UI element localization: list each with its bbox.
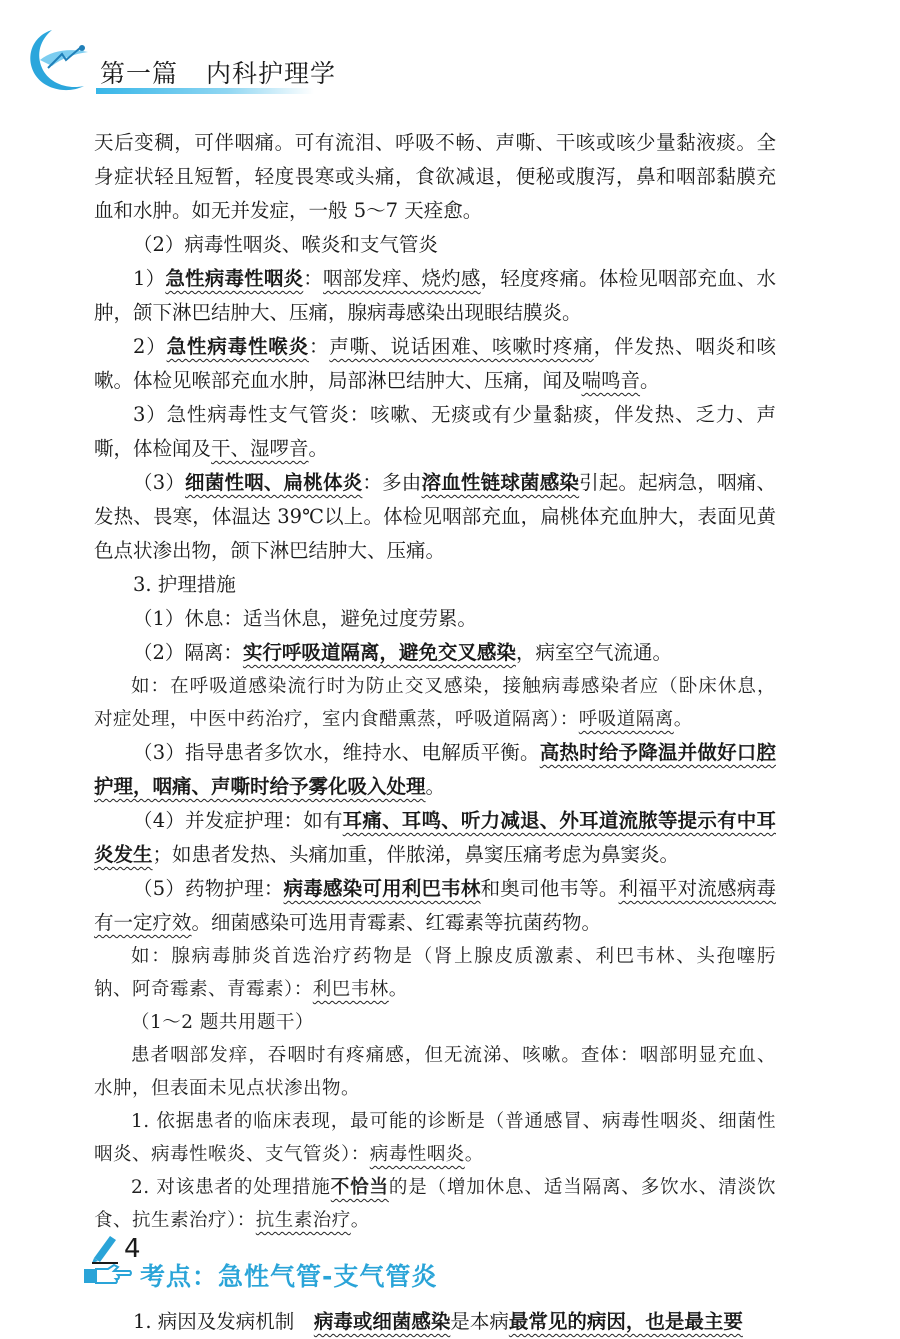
- heading-nursing-measures: 3. 护理措施: [133, 573, 236, 596]
- example-note-isolation: [94, 670, 776, 736]
- page-number: 4: [124, 1234, 141, 1264]
- item-text: （2）隔离：: [133, 641, 243, 664]
- item-text: 和奥司他韦等。: [480, 877, 619, 900]
- item-text: 引起。起病急，咽痛、发热、畏寒，体温达 39℃以上。体检见咽部充血，扁桃体充血肿大，表面见黄色点状渗出物，颌下淋巴结肿大、压痛。: [94, 471, 776, 562]
- running-title: [100, 54, 336, 90]
- item-text: 。细菌感染可选用青霉素、红霉素等抗菌药物。: [191, 911, 602, 934]
- item-number: 1）: [133, 267, 166, 290]
- item-acute-viral-pharyngitis: [94, 262, 776, 330]
- item-text: ：多由: [362, 471, 422, 494]
- subject-label: 内科护理学: [206, 59, 337, 88]
- note-answer: 利巴韦林: [312, 979, 389, 1000]
- item-text: 3）急性病毒性支气管炎：咳嗽、无痰或有少量黏痰，伴发热、乏力、声嘶，体检闻及: [94, 403, 776, 460]
- item-text: ，轻度疼痛。体检见咽部充血、水肿，颌下淋巴结肿大、压痛，腺病毒感染出现眼结膜炎。: [94, 267, 776, 324]
- key-cause: 病毒或细菌感染: [313, 1310, 451, 1333]
- key-measure: 病毒感染可用利巴韦林: [283, 877, 481, 900]
- question-emphasis: 不恰当: [330, 1177, 389, 1198]
- item-acute-viral-bronchitis: [94, 398, 776, 466]
- question-text: 2. 对该患者的处理措施: [131, 1177, 331, 1198]
- period: 。: [673, 709, 693, 730]
- question-1: [94, 1105, 776, 1171]
- item-text: （3）指导患者多饮水，维持水、电解质平衡。: [133, 741, 540, 764]
- item-number: （3）: [133, 471, 186, 494]
- term-bacterial-tonsillitis: 细菌性咽、扁桃体炎: [185, 471, 363, 494]
- page-footer: [90, 1232, 190, 1272]
- item-text: 1. 病因及发病机制: [133, 1310, 314, 1333]
- period: 。: [350, 1210, 370, 1231]
- header-rule: [96, 88, 314, 94]
- key-cause: 溶血性链球菌感染: [421, 471, 580, 494]
- page-header: [0, 0, 900, 100]
- section-title: 考点：急性气管-支气管炎: [140, 1262, 438, 1291]
- term-acute-viral-laryngitis: 急性病毒性喉炎: [166, 335, 309, 358]
- question-stem: 患者咽部发痒，吞咽时有疼痛感，但无流涕、咳嗽。查体：咽部明显充血、水肿，但表面未见点状渗出物。: [94, 1045, 776, 1099]
- question-2: [94, 1171, 776, 1237]
- colon: ：: [308, 335, 330, 358]
- period: 。: [425, 775, 446, 798]
- period: 。: [308, 437, 329, 460]
- item-acute-viral-laryngitis: [94, 330, 776, 398]
- colon: ：: [303, 267, 323, 290]
- item-text: ，伴发热、咽炎和咳嗽。体检见喉部充血水肿，局部淋巴结肿大、压痛，闻及: [94, 335, 776, 392]
- key-measure: 利福平对流感病毒有一定疗效: [94, 877, 776, 934]
- part-label: 第一篇: [100, 59, 179, 88]
- note-text: 如：腺病毒肺炎首选治疗药物是（肾上腺皮质激素、利巴韦林、头孢噻肟钠、阿奇霉素、青霉素）：: [94, 946, 776, 1000]
- period: 。: [464, 1144, 484, 1165]
- note-answer: 呼吸道隔离: [578, 709, 674, 730]
- key-sign: 喘鸣音: [581, 369, 641, 392]
- example-note-medication: [94, 940, 776, 1006]
- measure-complications: [94, 804, 776, 872]
- key-sign: 干、湿啰音: [211, 437, 309, 460]
- key-measure: 实行呼吸道隔离，避免交叉感染: [242, 641, 516, 664]
- item-number: 2）: [133, 335, 167, 358]
- paragraph-etiology: [94, 1305, 776, 1339]
- pen-icon: [90, 1232, 120, 1264]
- item-bacterial-tonsillitis: [94, 466, 776, 568]
- measure-isolation: [94, 636, 776, 670]
- term-acute-viral-pharyngitis: 急性病毒性咽炎: [165, 267, 304, 290]
- item-text: （4）并发症护理：如有: [133, 809, 343, 832]
- key-symptom: 声嘶、说话困难、咳嗽时疼痛: [329, 335, 594, 358]
- question-text: 的是（增加休息、适当隔离、多饮水、清淡饮食、抗生素治疗）：: [94, 1177, 776, 1231]
- paragraph-symptoms-continued: 天后变稠，可伴咽痛。可有流泪、呼吸不畅、声嘶、干咳或咳少量黏液痰。全身症状轻且短暂，轻度畏寒或头痛，食欲减退，便秘或腹泻，鼻和咽部黏膜充血和水肿。如无并发症，一般 5～7 天痊愈。: [94, 131, 776, 222]
- key-measure: 耳痛、耳鸣、听力减退、外耳道流脓等提示有中耳炎发生: [94, 809, 776, 866]
- question-answer: 病毒性咽炎: [369, 1144, 465, 1165]
- measure-medication: [94, 872, 776, 940]
- question-group-label: （1～2 题共用题干）: [131, 1012, 314, 1033]
- publisher-logo-icon: [22, 24, 100, 96]
- period: 。: [388, 979, 408, 1000]
- page-body: [94, 126, 776, 1339]
- question-text: 1. 依据患者的临床表现，最可能的诊断是（普通感冒、病毒性咽炎、细菌性咽炎、病毒性喉炎、支气管炎）：: [94, 1111, 776, 1165]
- period: 。: [640, 369, 660, 392]
- item-text: （5）药物护理：: [133, 877, 284, 900]
- item-text: ；如患者发热、头痛加重，伴脓涕，鼻窦压痛考虑为鼻窦炎。: [152, 843, 680, 866]
- subheading-viral-pharyngitis: （2）病毒性咽炎、喉炎和支气管炎: [133, 233, 438, 256]
- item-text: 是本病: [450, 1310, 509, 1333]
- measure-rest: （1）休息：适当休息，避免过度劳累。: [133, 607, 477, 630]
- key-symptom: 咽部发痒、烧灼感: [322, 267, 481, 290]
- item-text: ，病室空气流通。: [515, 641, 672, 664]
- question-answer: 抗生素治疗: [255, 1210, 351, 1231]
- key-measure: 高热时给予降温并做好口腔护理，咽痛、声嘶时给予雾化吸入处理: [94, 741, 776, 798]
- measure-fluids: [94, 736, 776, 804]
- note-text: 如：在呼吸道感染流行时为防止交叉感染，接触病毒感染者应（卧床休息，对症处理，中医中药治疗，室内食醋熏蒸，呼吸道隔离）：: [94, 676, 776, 730]
- key-statement: 最常见的病因，也是最主要: [508, 1310, 743, 1333]
